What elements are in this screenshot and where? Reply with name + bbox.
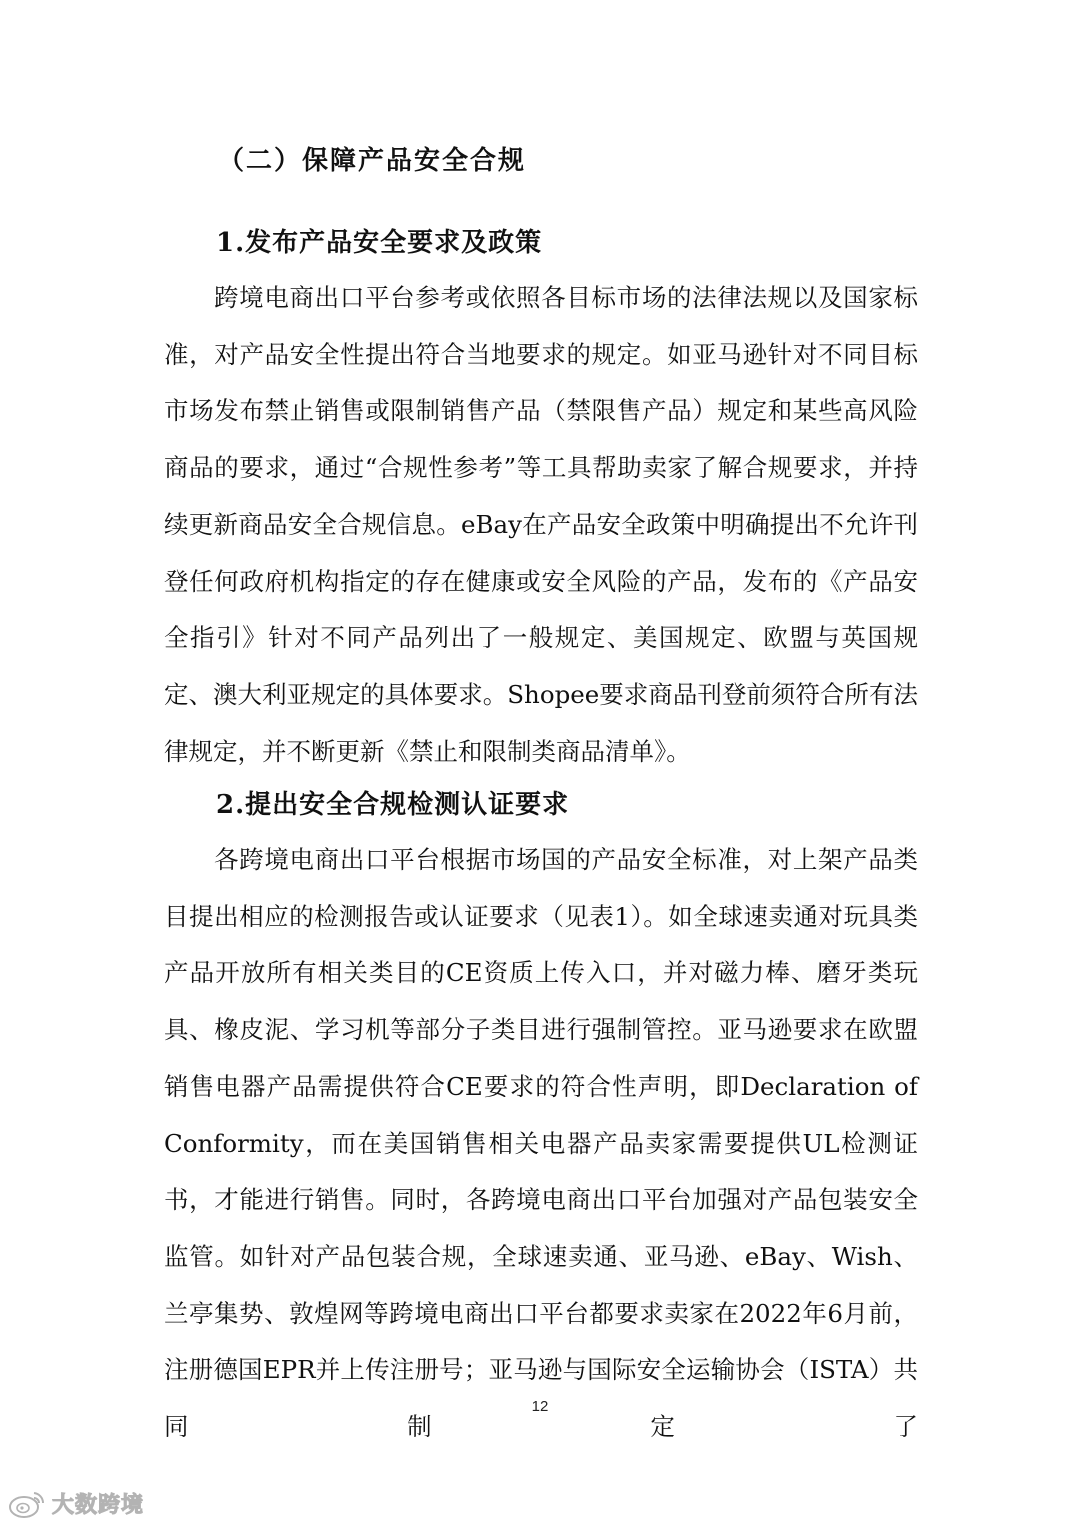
subsection-heading-1: 1.发布产品安全要求及政策 xyxy=(216,228,543,258)
paragraph-2: 各跨境电商出口平台根据市场国的产品安全标准，对上架产品类目提出相应的检测报告或认证要求（见表1）。如全球速卖通对玩具类产品开放所有相关类目的CE资质上传入口，并对磁力棒、磨牙类玩具、橡皮泥、学习机等部分子类目进行强制管控。亚马逊要求在欧盟销售电器产品需提供符合CE要求的符合性声明，即Declaration of Conformity，而在美国销售相关电器产品卖家需要提供UL检测证书，才能进行销售。同时，各跨境电商出口平台加强对产品包装安全监管。如针对产品包装合规，全球速卖通、亚马逊、eBay、Wish、兰亭集势、敦煌网等跨境电商出口平台都要求卖家在2022年6月前，注册德国EPR并上传注册号；亚马逊与国际安全运输协会（ISTA）共同制定了 xyxy=(164,845,918,1442)
page-number: 12 xyxy=(531,1398,549,1415)
weibo-logo-icon xyxy=(8,1489,46,1519)
section-heading: （二）保障产品安全合规 xyxy=(218,146,527,176)
subsection-heading-2: 2.提出安全合规检测认证要求 xyxy=(216,790,570,820)
watermark xyxy=(8,1488,144,1519)
watermark-text: 大数跨境 xyxy=(52,1493,145,1518)
paragraph-1: 跨境电商出口平台参考或依照各目标市场的法律法规以及国家标准，对产品安全性提出符合当地要求的规定。如亚马逊针对不同目标市场发布禁止销售或限制销售产品（禁限售产品）规定和某些高风险商品的要求，通过“合规性参考”等工具帮助卖家了解合规要求，并持续更新商品安全合规信息。eBay在产品安全政策中明确提出不允许刊登任何政府机构指定的存在健康或安全风险的产品，发布的《产品安全指引》针对不同产品列出了一般规定、美国规定、欧盟与英国规定、澳大利亚规定的具体要求。Shopee要求商品刊登前须符合所有法律规定，并不断更新《禁止和限制类商品清单》。 xyxy=(164,283,918,766)
